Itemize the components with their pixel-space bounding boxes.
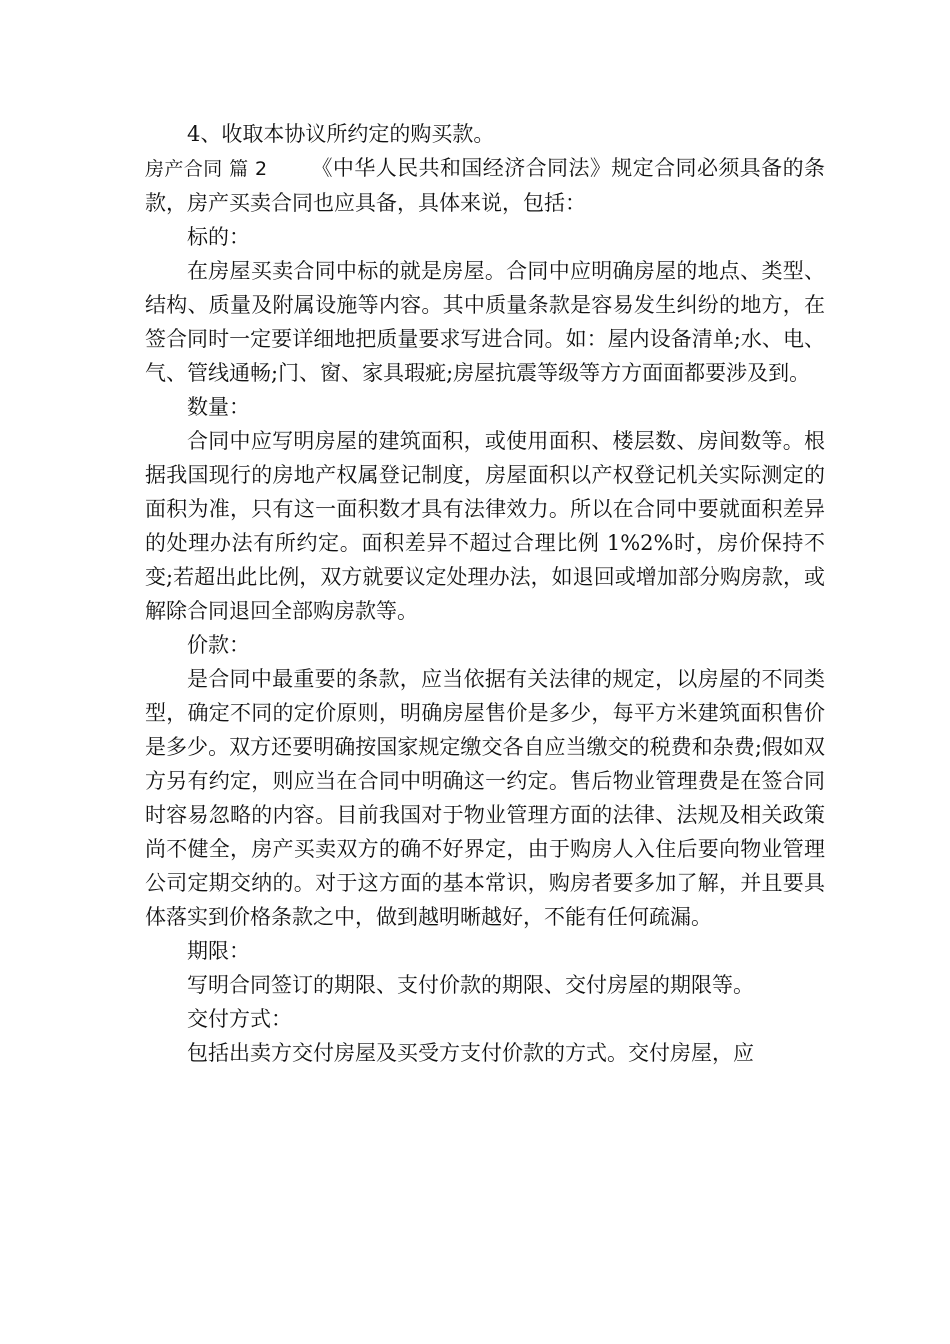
- paragraph-price: 是合同中最重要的条款，应当依据有关法律的规定，以房屋的不同类型，确定不同的定价原则，明确房屋售价是多少，每平方米建筑面积售价是多少。双方还要明确按国家规定缴交各自应当缴交的税费和杂费;假如双方另有约定，则应当在合同中明确这一约定。售后物业管理费是在签合同时容易忽略的内容。目前我国对于物业管理方面的法律、法规及相关政策尚不健全，房产买卖双方的确不好界定，由于购房人入住后要向物业管理公司定期交纳的。对于这方面的基本常识，购房者要多加了解，并且要具体落实到价格条款之中，做到越明晰越好，不能有任何疏漏。: [145, 667, 825, 929]
- section-paragraph: [145, 151, 825, 220]
- section-heading: 房产合同 篇 2: [145, 158, 268, 180]
- subheading-price: 价款：: [187, 633, 250, 657]
- paragraph-term: 写明合同签订的期限、支付价款的期限、交付房屋的期限等。: [187, 973, 754, 997]
- subheading-delivery: 交付方式：: [187, 1007, 292, 1031]
- subheading-term: 期限：: [187, 939, 250, 963]
- document-body: [145, 117, 825, 1070]
- paragraph-quantity: 合同中应写明房屋的建筑面积，或使用面积、楼层数、房间数等。根据我国现行的房地产权属登记制度，房屋面积以产权登记机关实际测定的面积为准，只有这一面积数才具有法律效力。所以在合同中要就面积差异的处理办法有所约定。面积差异不超过合理比例 1%2%时，房价保持不变;若超出此比例，双方就要议定处理办法，如退回或增加部分购房款，或解除合同退回全部购房款等。: [145, 429, 825, 623]
- subheading-subject: 标的：: [187, 225, 250, 249]
- section-intro-text: 《中华人民共和国经济合同法》规定合同必须具备的条款，房产买卖合同也应具备，具体来说，包括：: [145, 156, 826, 215]
- paragraph-subject: 在房屋买卖合同中标的就是房屋。合同中应明确房屋的地点、类型、结构、质量及附属设施等内容。其中质量条款是容易发生纠纷的地方，在签合同时一定要详细地把质量要求写进合同。如：屋内设备清单;水、电、气、管线通畅;门、窗、家具瑕疵;房屋抗震等级等方方面面都要涉及到。: [145, 259, 825, 385]
- subheading-quantity: 数量：: [187, 395, 250, 419]
- paragraph-delivery: 包括出卖方交付房屋及买受方支付价款的方式。交付房屋，应: [187, 1041, 754, 1065]
- paragraph-item-4: 4、收取本协议所约定的购买款。: [187, 122, 495, 146]
